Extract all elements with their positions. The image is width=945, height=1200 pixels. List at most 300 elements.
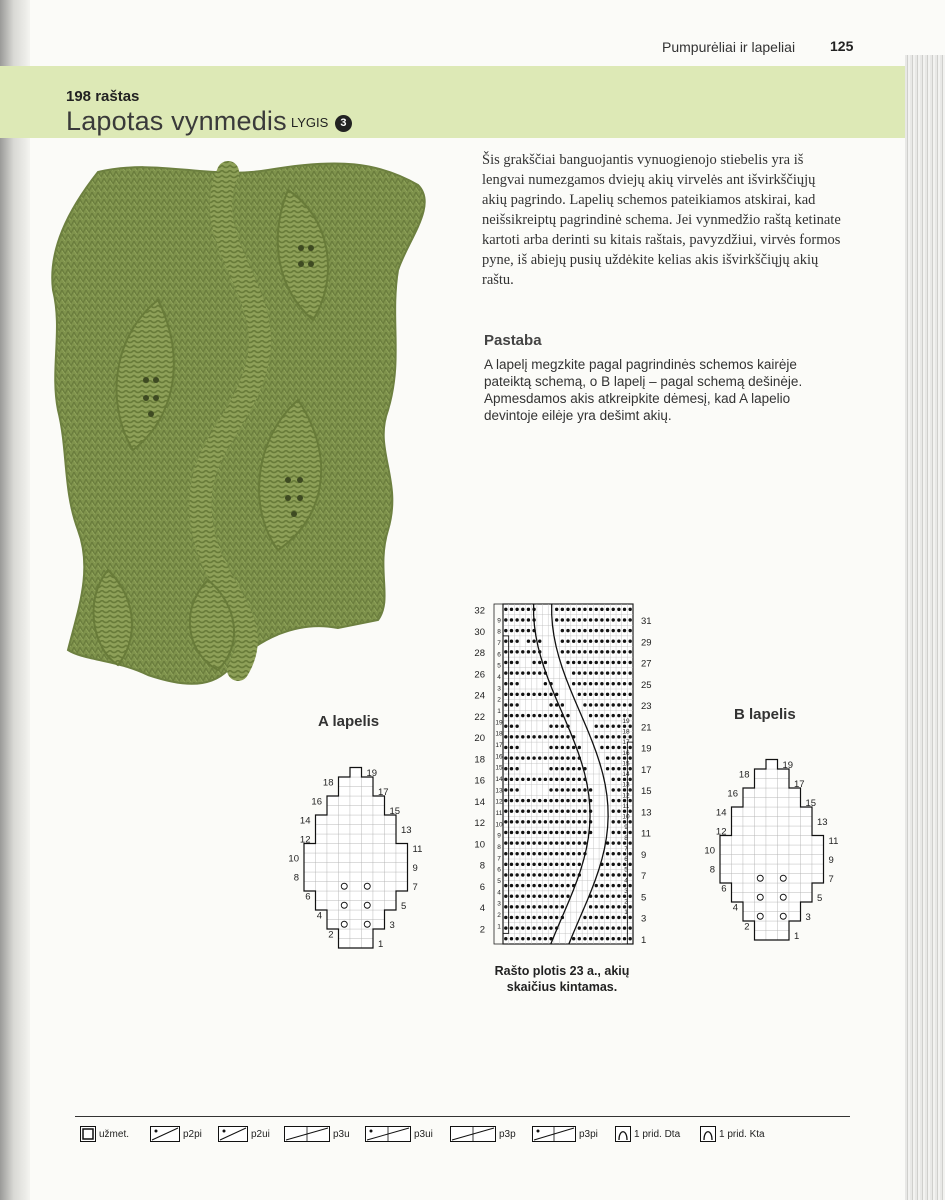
main-row-label-left: 22	[474, 711, 485, 723]
purl-dot	[600, 884, 603, 887]
purl-dot	[561, 820, 564, 823]
leaf-a-row-label-right: 3	[389, 920, 395, 931]
purl-dot	[612, 852, 615, 855]
main-row-label-right: 31	[641, 616, 652, 628]
purl-dot	[527, 852, 530, 855]
purl-dot	[538, 852, 541, 855]
purl-dot	[561, 809, 564, 812]
purl-dot	[544, 852, 547, 855]
purl-dot	[617, 884, 620, 887]
leaf-b-cell	[812, 874, 824, 884]
leaf-b-cell	[766, 826, 778, 836]
purl-dot	[527, 926, 530, 929]
inner-number-left: 4	[497, 889, 501, 897]
leaf-b-cell	[778, 931, 790, 941]
purl-dot	[628, 661, 631, 664]
purl-dot	[623, 629, 626, 632]
purl-dot	[623, 926, 626, 929]
purl-dot	[527, 937, 530, 940]
purl-dot	[612, 724, 615, 727]
leaf-a-cell	[373, 844, 385, 854]
purl-dot	[612, 756, 615, 759]
purl-dot	[617, 756, 620, 759]
leaf-b-cell	[789, 826, 801, 836]
inner-number-left: 5	[497, 662, 501, 670]
purl-dot	[600, 703, 603, 706]
purl-dot	[510, 767, 513, 770]
purl-dot	[617, 671, 620, 674]
purl-dot	[515, 661, 518, 664]
leaf-b-cell	[789, 807, 801, 817]
purl-dot	[628, 831, 631, 834]
purl-dot	[612, 703, 615, 706]
purl-dot	[538, 905, 541, 908]
purl-dot	[504, 788, 507, 791]
purl-dot	[510, 639, 513, 642]
purl-dot	[623, 671, 626, 674]
purl-dot	[544, 926, 547, 929]
purl-dot	[600, 618, 603, 621]
leaf-b-cell	[801, 864, 813, 874]
main-row-label-left: 24	[474, 690, 485, 702]
leaf-a-cell	[373, 806, 385, 816]
purl-dot	[623, 884, 626, 887]
purl-dot	[510, 724, 513, 727]
leaf-b-cell	[801, 883, 813, 893]
purl-dot	[572, 756, 575, 759]
purl-dot	[532, 926, 535, 929]
purl-dot	[549, 841, 552, 844]
main-row-label-right: 5	[641, 892, 647, 904]
purl-dot	[504, 778, 507, 781]
purl-dot	[600, 746, 603, 749]
purl-dot	[617, 905, 620, 908]
leaf-a-cell	[396, 863, 408, 873]
purl-dot	[578, 671, 581, 674]
leaf-a-cell	[327, 796, 339, 806]
purl-dot	[544, 894, 547, 897]
purl-dot	[595, 618, 598, 621]
leaf-b-cell	[743, 826, 755, 836]
main-row-label-left: 30	[474, 626, 485, 638]
leaf-a-row-label-right: 1	[378, 939, 384, 950]
purl-dot	[606, 714, 609, 717]
leaf-a-cell	[362, 844, 374, 854]
purl-dot	[628, 756, 631, 759]
purl-dot	[578, 650, 581, 653]
purl-dot	[538, 884, 541, 887]
purl-dot	[504, 693, 507, 696]
leaf-a-cell	[350, 901, 362, 911]
purl-dot	[555, 735, 558, 738]
purl-dot	[504, 820, 507, 823]
leaf-b-cell	[755, 855, 767, 865]
purl-dot	[612, 767, 615, 770]
purl-dot	[606, 916, 609, 919]
purl-dot	[538, 873, 541, 876]
purl-dot	[623, 894, 626, 897]
main-row-label-right: 1	[641, 934, 647, 946]
leaf-a-cell	[373, 920, 385, 930]
purl-dot	[595, 884, 598, 887]
purl-dot	[532, 937, 535, 940]
purl-dot	[504, 714, 507, 717]
inner-number-left: 5	[497, 878, 501, 885]
leaf-b-cell	[778, 807, 790, 817]
leaf-b-cell	[789, 893, 801, 903]
leaf-b-row-label-right: 17	[794, 779, 805, 790]
purl-dot	[504, 894, 507, 897]
purl-dot	[617, 831, 620, 834]
purl-dot	[623, 767, 626, 770]
purl-dot	[623, 799, 626, 802]
leaf-a-cell	[327, 853, 339, 863]
purl-dot	[617, 650, 620, 653]
leaf-a-cell	[316, 825, 328, 835]
purl-dot	[549, 916, 552, 919]
purl-dot	[510, 671, 513, 674]
purl-dot	[572, 937, 575, 940]
leaf-a-cell	[385, 882, 397, 892]
purl-dot	[561, 852, 564, 855]
purl-dot	[555, 841, 558, 844]
purl-dot	[578, 693, 581, 696]
purl-dot	[561, 788, 564, 791]
leaf-a-row-label-left: 14	[299, 815, 311, 827]
purl-dot	[566, 756, 569, 759]
inner-number-right: 7	[624, 845, 628, 853]
leaf-a-cell	[339, 929, 351, 939]
purl-dot	[583, 639, 586, 642]
purl-dot	[549, 831, 552, 834]
purl-dot	[510, 916, 513, 919]
purl-dot	[583, 682, 586, 685]
purl-dot	[617, 618, 620, 621]
inner-number-left: 1	[497, 923, 501, 931]
purl-dot	[510, 884, 513, 887]
leaf-a-row-label-left: 18	[322, 777, 334, 789]
leaf-b-row-label-right: 7	[828, 874, 834, 885]
purl-dot	[555, 905, 558, 908]
purl-dot	[617, 724, 620, 727]
purl-dot	[549, 756, 552, 759]
purl-dot	[515, 884, 518, 887]
purl-dot	[515, 703, 518, 706]
leaf-b-cell	[766, 893, 778, 903]
purl-dot	[544, 778, 547, 781]
leaf-b-cell	[732, 855, 744, 865]
leaf-b-cell	[720, 874, 732, 884]
purl-dot	[510, 703, 513, 706]
purl-dot	[549, 852, 552, 855]
purl-dot	[606, 650, 609, 653]
leaf-b-cell	[755, 779, 767, 789]
main-row-label-right: 21	[641, 722, 652, 734]
legend-label: p2ui	[251, 1128, 270, 1140]
purl-dot	[628, 884, 631, 887]
purl-dot	[628, 916, 631, 919]
leaf-a-cell	[327, 863, 339, 873]
purl-dot	[521, 894, 524, 897]
purl-dot	[504, 639, 507, 642]
leaf-a-cell	[385, 891, 397, 901]
purl-dot	[504, 735, 507, 738]
purl-dot	[549, 809, 552, 812]
purl-dot	[566, 884, 569, 887]
leaf-b-cell	[778, 836, 790, 846]
leaf-b-cell	[755, 769, 767, 779]
purl-dot	[566, 735, 569, 738]
purl-dot	[628, 714, 631, 717]
inner-number-left: 4	[497, 674, 501, 681]
purl-dot	[527, 714, 530, 717]
leaf-a-cell	[339, 863, 351, 873]
legend-item-p2ui	[218, 1126, 270, 1142]
purl-dot	[595, 671, 598, 674]
purl-dot	[532, 671, 535, 674]
leaf-a-row-label-right: 15	[389, 806, 401, 817]
leaf-a-cell	[373, 882, 385, 892]
purl-dot	[504, 724, 507, 727]
purl-dot	[578, 809, 581, 812]
symbol-legend	[80, 1126, 850, 1152]
purl-dot	[628, 767, 631, 770]
purl-dot	[589, 661, 592, 664]
purl-dot	[606, 608, 609, 611]
leaf-a-cell	[339, 787, 351, 797]
purl-dot	[578, 788, 581, 791]
purl-dot	[515, 820, 518, 823]
purl-dot	[617, 778, 620, 781]
purl-dot	[515, 863, 518, 866]
leaf-a-cell	[327, 806, 339, 816]
purl-dot	[566, 799, 569, 802]
purl-dot	[623, 714, 626, 717]
legend-item-p3p	[450, 1126, 516, 1142]
purl-dot	[532, 693, 535, 696]
purl-dot	[504, 608, 507, 611]
purl-dot	[623, 756, 626, 759]
purl-dot	[504, 682, 507, 685]
leaf-a-row-label-left: 16	[311, 796, 322, 808]
leaf-b-row-label-left: 6	[721, 883, 727, 895]
purl-dot	[572, 682, 575, 685]
purl-dot	[606, 639, 609, 642]
purl-dot	[623, 809, 626, 812]
purl-dot	[612, 884, 615, 887]
purl-dot	[538, 831, 541, 834]
leaf-b-cell	[778, 902, 790, 912]
purl-dot	[566, 788, 569, 791]
leaf-b-cell	[755, 921, 767, 931]
leaf-a-cell	[385, 853, 397, 863]
purl-dot	[566, 629, 569, 632]
leaf-b-row-label-left: 14	[715, 807, 727, 819]
legend-label: p3u	[333, 1128, 350, 1140]
purl-dot	[538, 799, 541, 802]
purl-dot	[527, 820, 530, 823]
purl-dot	[521, 650, 524, 653]
leaf-b-cell	[789, 855, 801, 865]
knit-stitch-icon	[80, 1126, 96, 1142]
purl-dot	[555, 884, 558, 887]
purl-dot	[521, 756, 524, 759]
main-row-label-right: 23	[641, 701, 652, 713]
purl-dot	[504, 873, 507, 876]
purl-dot	[628, 735, 631, 738]
inner-number-left: 7	[497, 855, 501, 863]
purl-dot	[515, 894, 518, 897]
legend-label: p3pi	[579, 1128, 598, 1140]
purl-dot	[549, 863, 552, 866]
purl-dot	[578, 639, 581, 642]
purl-dot	[515, 756, 518, 759]
purl-dot	[544, 682, 547, 685]
purl-dot	[555, 894, 558, 897]
leaf-b-cell	[755, 807, 767, 817]
purl-dot	[555, 820, 558, 823]
purl-dot	[555, 778, 558, 781]
inner-number-left: 18	[495, 730, 503, 738]
purl-dot	[555, 788, 558, 791]
main-row-label-left: 10	[474, 839, 485, 851]
purl-dot	[521, 629, 524, 632]
purl-dot	[538, 820, 541, 823]
leaf-b-cell	[766, 883, 778, 893]
purl-dot	[544, 831, 547, 834]
purl-dot	[549, 746, 552, 749]
purl-dot	[578, 799, 581, 802]
purl-dot	[628, 778, 631, 781]
purl-dot	[583, 937, 586, 940]
purl-dot	[561, 894, 564, 897]
legend-item-increase-right	[615, 1126, 680, 1142]
leaf-a-cell	[339, 872, 351, 882]
purl-dot	[504, 661, 507, 664]
purl-dot	[532, 916, 535, 919]
purl-dot	[606, 703, 609, 706]
purl-dot	[617, 629, 620, 632]
leaf-a-cell	[373, 834, 385, 844]
leaf-b-cell	[801, 893, 813, 903]
leaf-a-cell	[316, 844, 328, 854]
leaf-a-cell	[350, 768, 362, 778]
leaf-b-row-label-right: 11	[828, 836, 839, 847]
purl-dot	[623, 852, 626, 855]
leaf-a-cell	[327, 825, 339, 835]
purl-dot	[606, 693, 609, 696]
main-row-label-left: 32	[474, 605, 485, 617]
inner-number-left: 15	[495, 764, 503, 772]
inner-number-right: 8	[624, 834, 628, 842]
purl-dot	[578, 608, 581, 611]
purl-dot	[595, 629, 598, 632]
leaf-b-cell	[778, 845, 790, 855]
purl-dot	[544, 937, 547, 940]
leaf-b-cell	[755, 864, 767, 874]
p3p-icon	[450, 1126, 496, 1142]
purl-dot	[628, 629, 631, 632]
purl-dot	[612, 682, 615, 685]
leaf-b-cell	[789, 817, 801, 827]
purl-dot	[628, 693, 631, 696]
leaf-b-cell	[743, 817, 755, 827]
purl-dot	[510, 863, 513, 866]
purl-dot	[504, 703, 507, 706]
purl-dot	[544, 735, 547, 738]
leaf-b-cell	[766, 769, 778, 779]
purl-dot	[532, 756, 535, 759]
purl-dot	[532, 714, 535, 717]
legend-item-p2pi	[150, 1126, 202, 1142]
purl-dot	[510, 894, 513, 897]
purl-dot	[561, 650, 564, 653]
leaf-a-cell	[304, 863, 316, 873]
purl-dot	[549, 799, 552, 802]
purl-dot	[515, 937, 518, 940]
purl-dot	[504, 841, 507, 844]
purl-dot	[527, 671, 530, 674]
purl-dot	[595, 682, 598, 685]
leaf-b-cell	[732, 845, 744, 855]
purl-dot	[623, 778, 626, 781]
purl-dot	[628, 639, 631, 642]
leaf-a-cell	[362, 834, 374, 844]
purl-dot	[612, 671, 615, 674]
leaf-b-cell	[743, 893, 755, 903]
leaf-b-cell	[812, 836, 824, 846]
leaf-b-cell	[743, 855, 755, 865]
leaf-a-cell	[385, 825, 397, 835]
purl-dot	[561, 831, 564, 834]
p3u-icon	[284, 1126, 330, 1142]
purl-dot	[606, 926, 609, 929]
purl-dot	[583, 841, 586, 844]
purl-dot	[555, 746, 558, 749]
purl-dot	[600, 926, 603, 929]
purl-dot	[566, 714, 569, 717]
leaf-b-row-label-left: 16	[727, 788, 738, 800]
leaf-a-cell	[350, 825, 362, 835]
inner-number-right: 17	[622, 739, 630, 747]
legend-item-knit-stitch	[80, 1126, 129, 1142]
purl-dot	[510, 820, 513, 823]
leaf-a-cell	[373, 853, 385, 863]
purl-dot	[583, 629, 586, 632]
purl-dot	[600, 671, 603, 674]
purl-dot	[527, 873, 530, 876]
leaf-b-cell	[789, 864, 801, 874]
leaf-a-cell	[362, 929, 374, 939]
leaf-a-cell	[350, 920, 362, 930]
purl-dot	[527, 894, 530, 897]
purl-dot	[617, 703, 620, 706]
purl-dot	[578, 820, 581, 823]
purl-dot	[612, 714, 615, 717]
pattern-number: 198 raštas	[66, 88, 140, 105]
leaf-a-row-label-left: 10	[288, 853, 299, 865]
purl-dot	[504, 926, 507, 929]
p2ui-icon	[218, 1126, 248, 1142]
leaf-a-cell	[362, 853, 374, 863]
inner-number-right: 4	[624, 877, 628, 885]
purl-dot	[555, 873, 558, 876]
purl-dot	[617, 863, 620, 866]
purl-dot	[561, 767, 564, 770]
purl-dot	[510, 629, 513, 632]
purl-dot	[538, 809, 541, 812]
leaf-a-cell	[327, 901, 339, 911]
